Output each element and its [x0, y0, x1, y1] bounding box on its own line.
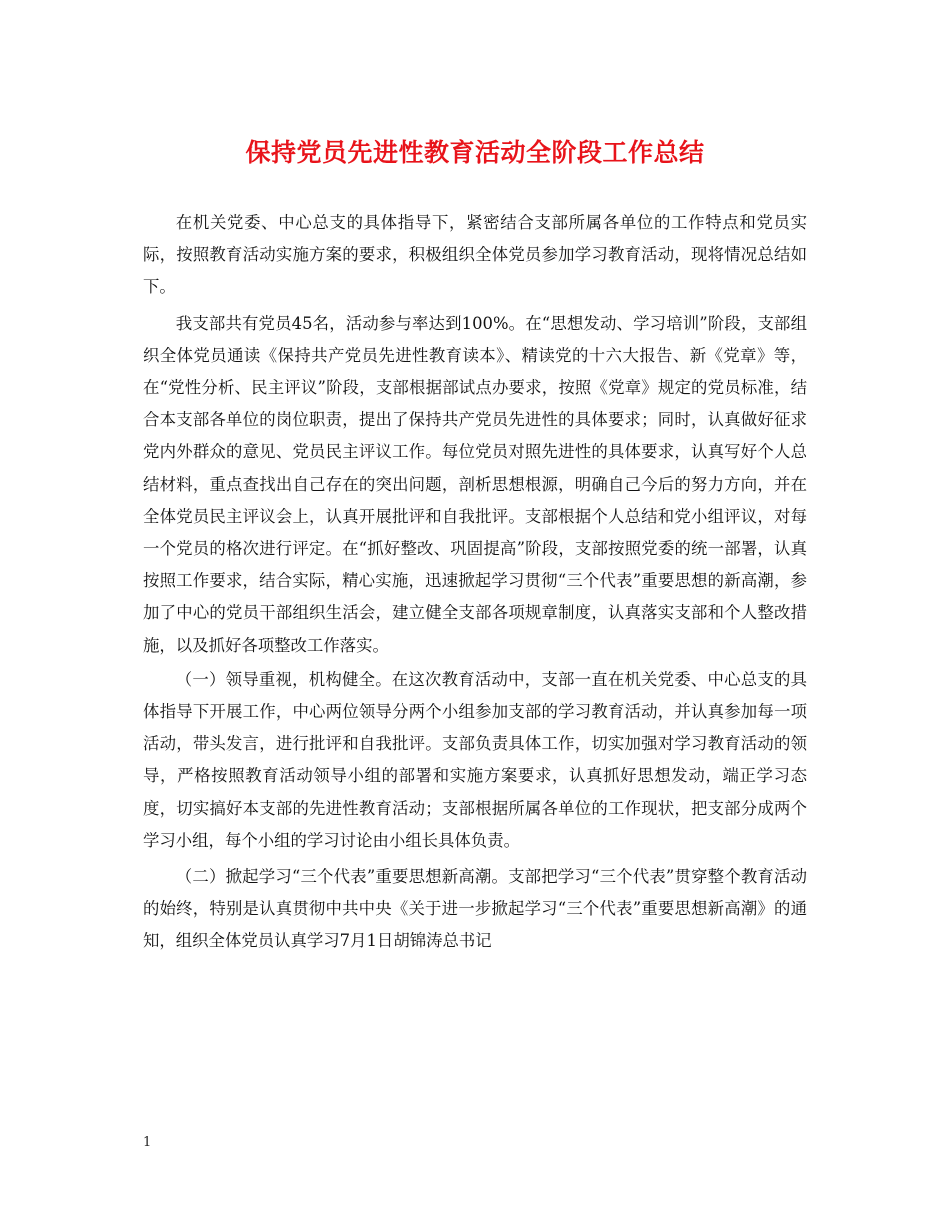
paragraph-intro: 在机关党委、中心总支的具体指导下，紧密结合支部所属各单位的工作特点和党员实际，按照教育活动实施方案的要求，积极组织全体党员参加学习教育活动，现将情况总结如下。: [143, 213, 807, 297]
document-body: [143, 207, 807, 962]
page-number: 1: [143, 1135, 152, 1150]
paragraph-overview: 我支部共有党员45名，活动参与率达到100%。在“思想发动、学习培训”阶段，支部组织全体党员通读《保持共产党员先进性教育读本》、精读党的十六大报告、新《党章》等，在“党性分析、民主评议”阶段，支部根据部试点办要求，按照《党章》规定的党员标准，结合本支部各单位的岗位职责，提出了保持共产党员先进性的具体要求；同时，认真做好征求党内外群众的意见、党员民主评议工作。每位党员对照先进性的具体要求，认真写好个人总结材料，重点查找出自己存在的突出问题，剖析思想根源，明确自己今后的努力方向，并在全体党员民主评议会上，认真开展批评和自我批评。支部根据个人总结和党小组评议，对每一个党员的格次进行评定。在“抓好整改、巩固提高”阶段，支部按照党委的统一部署，认真按照工作要求，结合实际，精心实施，迅速掀起学习贯彻“三个代表”重要思想的新高潮，参加了中心的党员干部组织生活会，建立健全支部各项规章制度，认真落实支部和个人整改措施，以及抓好各项整改工作落实。: [143, 313, 807, 655]
paragraph-section-1: （一）领导重视，机构健全。在这次教育活动中，支部一直在机关党委、中心总支的具体指导下开展工作，中心两位领导分两个小组参加支部的学习教育活动，并认真参加每一项活动，带头发言，进行批评和自我批评。支部负责具体工作，切实加强对学习教育活动的领导，严格按照教育活动领导小组的部署和实施方案要求，认真抓好思想发动，端正学习态度，切实搞好本支部的先进性教育活动；支部根据所属各单位的工作现状，把支部分成两个学习小组，每个小组的学习讨论由小组长具体负责。: [143, 669, 807, 850]
document-title: 保持党员先进性教育活动全阶段工作总结: [245, 138, 705, 167]
paragraph-section-2: （二）掀起学习“三个代表”重要思想新高潮。支部把学习“三个代表”贯穿整个教育活动的始终，特别是认真贯彻中共中央《关于进一步掀起学习“三个代表”重要思想新高潮》的通知，组织全体党员认真学习7月1日胡锦涛总书记: [143, 867, 807, 951]
